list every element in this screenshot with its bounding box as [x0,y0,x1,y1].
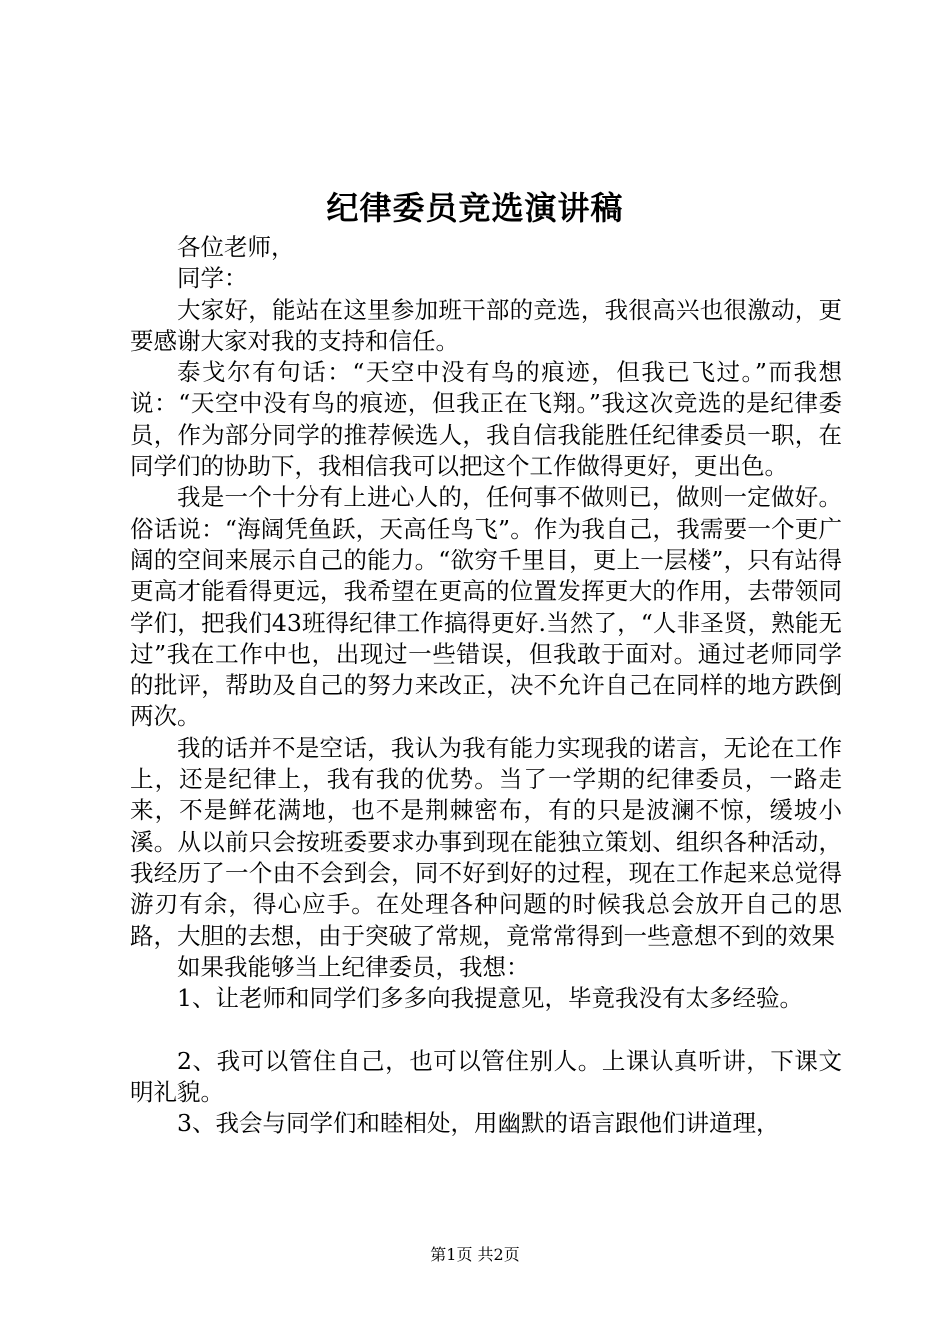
paragraph-plan-intro: 如果我能够当上纪律委员，我想： [177,952,530,981]
paragraph-experience: 我的话并不是空话，我认为我有能力实现我的诺言，无论在工作上，还是纪律上，我有我的优势。当了一学期的纪律委员，一路走来，不是鲜花满地，也不是荆棘密布，有的只是波澜不惊，缓坡小溪。从以前只会按班委要求办事到现在能独立策划、组织各种活动，我经历了一个由不会到会，同不好到好的过程，现在工作起来总觉得游刃有余，得心应手。在处理各种问题的时候我总会放开自己的思路，大胆的去想，由于突破了常规，竟常常得到一些意想不到的效果 [130,733,842,950]
paragraph-intro: 大家好，能站在这里参加班干部的竞选，我很高兴也很激动，更要感谢大家对我的支持和信任。 [130,295,842,355]
paragraph-plan-item-2: 2、我可以管住自己，也可以管住别人。上课认真听讲，下课文明礼貌。 [130,1046,842,1107]
paragraph-salutation: 各位老师， [177,233,295,261]
document-title: 纪律委员竞选演讲稿 [326,189,624,227]
paragraph-ambition: 我是一个十分有上进心人的，任何事不做则已，做则一定做好。俗话说：“海阔凭鱼跃，天高任鸟飞”。作为我自己，我需要一个更广阔的空间来展示自己的能力。“欲穷千里目，更上一层楼”，只有站得更高才能看得更远，我希望在更高的位置发挥更大的作用，去带领同学们，把我们43班得纪律工作搞得更好.当然了，“人非圣贤，熟能无过”我在工作中也，出现过一些错误，但我敢于面对。通过老师同学的批评，帮助及自己的努力来改正，决不允许自己在同样的地方跌倒两次。 [130,483,842,731]
document-body [130,232,842,1140]
page-number-footer: 第1页 共2页 [430,1245,520,1264]
paragraph-salutation-2: 同学： [177,264,248,293]
paragraph-plan-item-1: 1、让老师和同学们多多向我提意见，毕竟我没有太多经验。 [177,984,803,1013]
paragraph-spacer [130,1014,842,1045]
paragraph-plan-item-3: 3、我会与同学们和睦相处，用幽默的语言跟他们讲道理， [177,1109,780,1138]
paragraph-quote: 泰戈尔有句话：“天空中没有鸟的痕迹，但我已飞过。”而我想说：“天空中没有鸟的痕迹，但我正在飞翔。”我这次竞选的是纪律委员，作为部分同学的推荐候选人，我自信我能胜任纪律委员一职，在同学们的协助下，我相信我可以把这个工作做得更好，更出色。 [130,358,842,481]
